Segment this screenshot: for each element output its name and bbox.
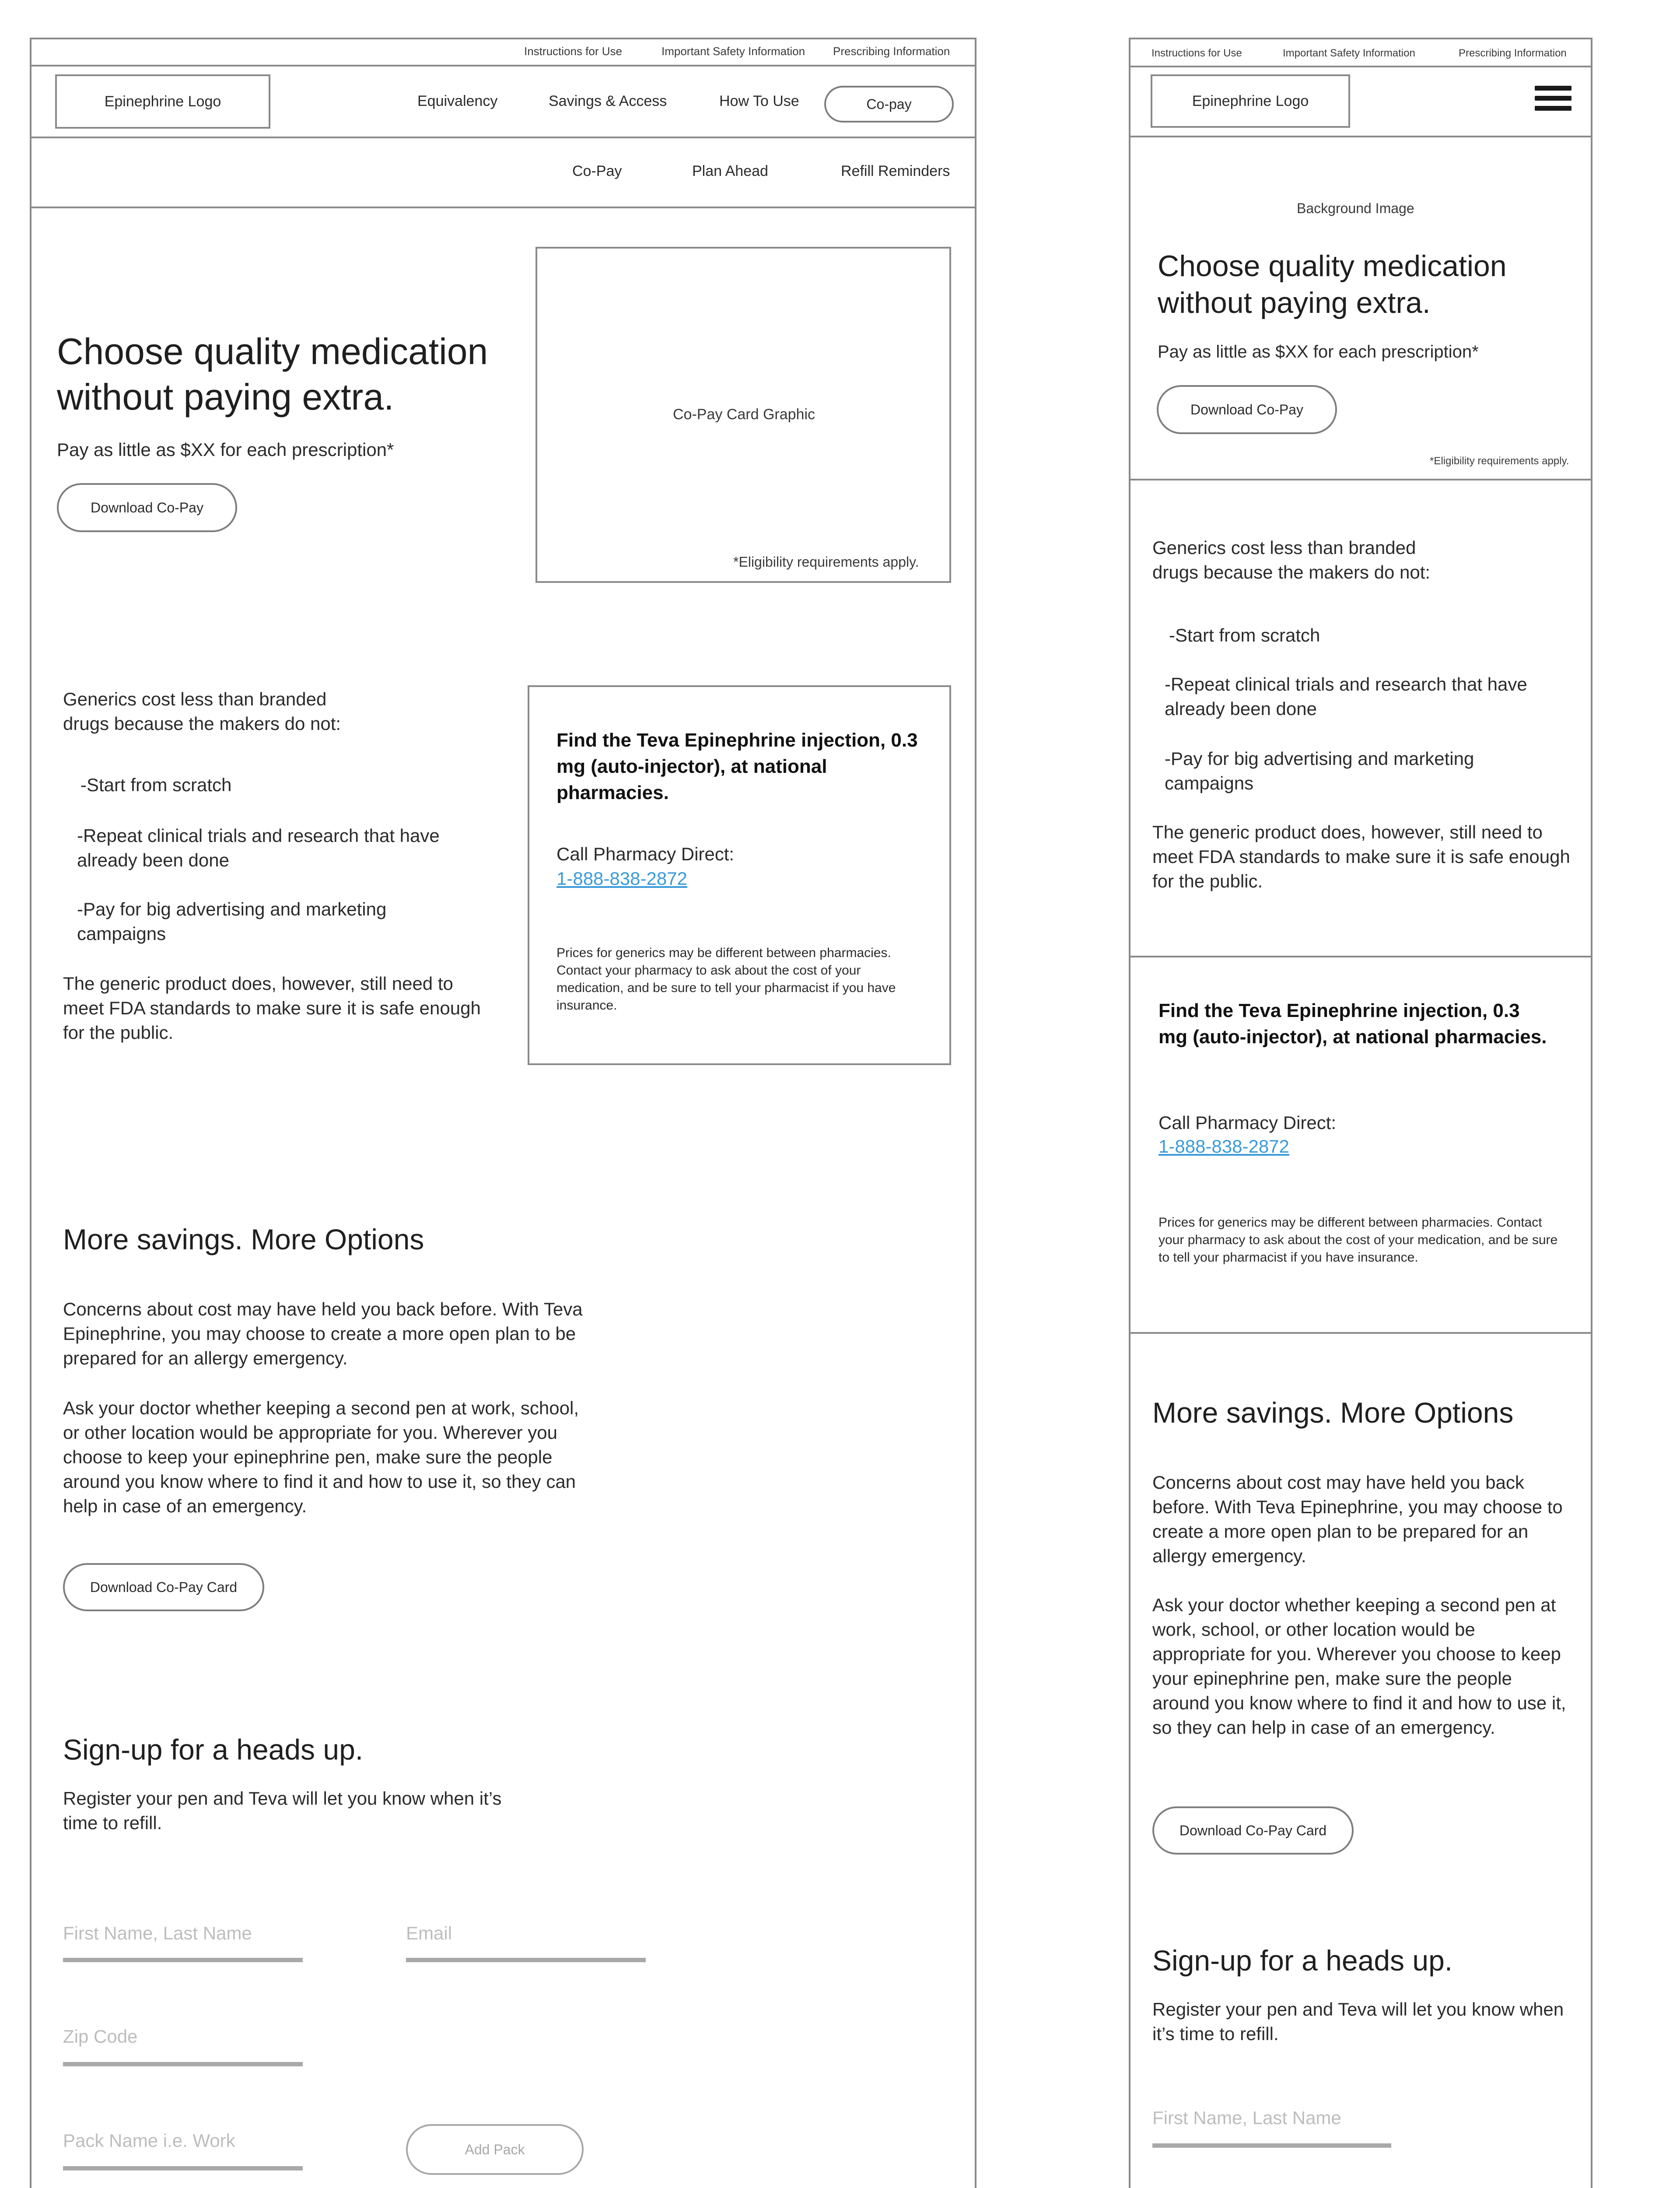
copay-button[interactable]: Co-pay	[824, 86, 954, 123]
m-util-link-prescribing[interactable]: Prescribing Information	[1459, 47, 1567, 59]
util-link-prescribing[interactable]: Prescribing Information	[833, 45, 950, 58]
nav-equivalency[interactable]: Equivalency	[417, 93, 498, 109]
add-pack-button[interactable]: Add Pack	[406, 2124, 584, 2175]
m-generics-intro-line2: drugs because the makers do not:	[1152, 562, 1431, 582]
generics-bullet-1: -Start from scratch	[80, 775, 232, 795]
m-hero-subtitle: Pay as little as $XX for each prescription*	[1158, 342, 1479, 361]
pharmacy-phone-link[interactable]: 1-888-838-2872	[556, 868, 687, 889]
m-util-link-instructions[interactable]: Instructions for Use	[1152, 47, 1242, 59]
m-generics-outro: The generic product does, however, still need to meet FDA standards to make sure it is safe enough for the public.	[1152, 822, 1570, 891]
pharmacy-title: Find the Teva Epinephrine injection, 0.3 mg (auto-injector), at national pharmacies.	[556, 729, 918, 803]
m-signup-subtitle: Register your pen and Teva will let you know when it’s time to refill.	[1152, 1999, 1564, 2044]
divider	[30, 65, 976, 67]
divider	[1129, 479, 1592, 480]
m-generics-bullet-3: -Pay for big advertising and marketing campaigns	[1165, 748, 1474, 793]
savings-para1: Concerns about cost may have held you back before. With Teva Epinephrine, you may choose to create a more open plan to be prepared for an allergy emergency.	[63, 1299, 583, 1368]
signup-title: Sign-up for a heads up.	[63, 1733, 364, 1766]
m-signup-title: Sign-up for a heads up.	[1152, 1944, 1453, 1977]
nav-how-to-use[interactable]: How To Use	[719, 93, 799, 109]
generics-intro-line2: drugs because the makers do not:	[63, 713, 341, 734]
m-pharmacy-phone-link[interactable]: 1-888-838-2872	[1158, 1136, 1289, 1157]
m-savings-para1: Concerns about cost may have held you back before. With Teva Epinephrine, you may choose to create a more open plan to be prepared for an allergy emergency.	[1152, 1472, 1563, 1566]
m-generics-bullet-2: -Repeat clinical trials and research that have already been done	[1165, 674, 1527, 719]
pharmacy-note: Prices for generics may be different between pharmacies. Contact your pharmacy to ask about the cost of your medication, and be sure to tell your pharmacist if you have insurance.	[556, 946, 896, 1013]
hamburger-menu-icon[interactable]	[1535, 86, 1572, 116]
m-util-link-safety[interactable]: Important Safety Information	[1283, 47, 1415, 59]
savings-title: More savings. More Options	[63, 1223, 424, 1255]
signup-subtitle: Register your pen and Teva will let you know when it’s time to refill.	[63, 1788, 502, 1833]
subnav-refill-reminders[interactable]: Refill Reminders	[841, 163, 950, 179]
copay-card-graphic-label: Co-Pay Card Graphic	[673, 406, 816, 423]
m-hero-title-line2: without paying extra.	[1158, 286, 1431, 319]
m-download-copay-button[interactable]: Download Co-Pay	[1157, 385, 1337, 434]
divider	[30, 207, 976, 208]
generics-outro: The generic product does, however, still need to meet FDA standards to make sure it is safe enough for the public.	[63, 973, 481, 1043]
zip-input-underline	[63, 2062, 303, 2066]
m-name-input-underline	[1152, 2143, 1391, 2148]
m-name-input[interactable]: First Name, Last Name	[1152, 2107, 1341, 2128]
divider	[1129, 1332, 1592, 1334]
util-link-safety[interactable]: Important Safety Information	[662, 45, 805, 58]
email-input[interactable]: Email	[406, 1923, 452, 1943]
name-input[interactable]: First Name, Last Name	[63, 1923, 252, 1943]
pack-name-input-underline	[63, 2166, 303, 2170]
m-download-copay-card-button[interactable]: Download Co-Pay Card	[1152, 1806, 1354, 1855]
m-epinephrine-logo[interactable]: Epinephrine Logo	[1151, 74, 1350, 128]
m-pharmacy-call-label: Call Pharmacy Direct:	[1158, 1112, 1337, 1133]
zip-input[interactable]: Zip Code	[63, 2026, 138, 2047]
m-background-image-label: Background Image	[1297, 200, 1414, 216]
email-input-underline	[406, 1958, 646, 1962]
subnav-plan-ahead[interactable]: Plan Ahead	[692, 163, 768, 179]
subnav-copay[interactable]: Co-Pay	[572, 163, 622, 179]
pharmacy-call-label: Call Pharmacy Direct:	[556, 844, 735, 864]
divider	[1129, 66, 1592, 67]
download-copay-button[interactable]: Download Co-Pay	[57, 483, 237, 532]
m-pharmacy-note: Prices for generics may be different between pharmacies. Contact your pharmacy to ask about the cost of your medication, and be sure to tell your pharmacist if you have insurance.	[1158, 1215, 1558, 1265]
hero-title-line1: Choose quality medication	[57, 331, 488, 372]
m-generics-bullet-1: -Start from scratch	[1169, 625, 1320, 645]
divider	[30, 137, 976, 138]
m-eligibility-note: *Eligibility requirements apply.	[1430, 455, 1569, 467]
divider	[1129, 956, 1592, 957]
eligibility-note: *Eligibility requirements apply.	[733, 554, 919, 570]
epinephrine-logo[interactable]: Epinephrine Logo	[55, 74, 270, 129]
savings-para2: Ask your doctor whether keeping a second pen at work, school, or other location would be appropriate for you. Wherever you choose to keep your epinephrine pen, make sure the people around you know where to find it and how to use it, so they can help in case of an emergency.	[63, 1398, 579, 1516]
util-link-instructions[interactable]: Instructions for Use	[524, 45, 622, 58]
divider	[1129, 136, 1592, 137]
hero-title-line2: without paying extra.	[57, 376, 394, 417]
download-copay-card-button[interactable]: Download Co-Pay Card	[63, 1563, 264, 1611]
generics-bullet-3: -Pay for big advertising and marketing campaigns	[77, 899, 387, 944]
pack-name-input[interactable]: Pack Name i.e. Work	[63, 2130, 235, 2151]
hero-subtitle: Pay as little as $XX for each prescription*	[57, 439, 394, 460]
m-savings-para2: Ask your doctor whether keeping a second pen at work, school, or other location would be appropriate for you. Wherever you choose to keep your epinephrine pen, make sure the people around you know where to find it and how to use it, so they can help in case of an emergency.	[1152, 1595, 1566, 1738]
nav-savings-access[interactable]: Savings & Access	[549, 93, 667, 109]
m-pharmacy-title: Find the Teva Epinephrine injection, 0.3 mg (auto-injector), at national pharmacies.	[1158, 1000, 1547, 1048]
generics-bullet-2: -Repeat clinical trials and research that have already been done	[77, 825, 440, 870]
m-savings-title: More savings. More Options	[1152, 1396, 1514, 1429]
m-hero-title-line1: Choose quality medication	[1158, 249, 1507, 283]
name-input-underline	[63, 1958, 303, 1962]
generics-intro-line1: Generics cost less than branded	[63, 689, 327, 709]
m-generics-intro-line1: Generics cost less than branded	[1152, 537, 1416, 558]
